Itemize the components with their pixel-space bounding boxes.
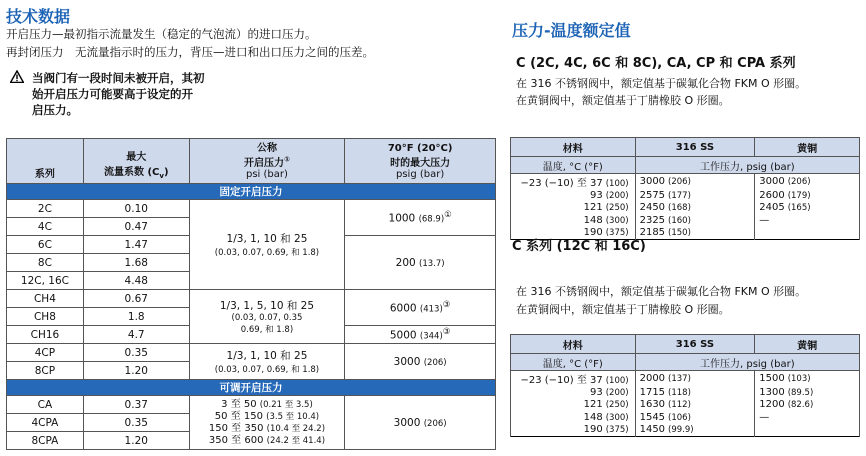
specs-table-header	[7, 139, 496, 184]
ss-cell: 2450 (168)	[635, 202, 755, 215]
brass-cell: 2405 (165)	[755, 202, 860, 215]
maxp-200: 200 (13.7)	[345, 236, 496, 290]
temp-cell: 93 (200)	[511, 386, 636, 399]
brass-cell	[755, 227, 860, 240]
table-row: 12C, 16C 4.48	[7, 272, 496, 290]
table-row: CH4 0.67 1/3, 1, 5, 10 和 25 (0.03, 0.07, 0.35 0.69, 和 1.8) 6000 (413)③	[7, 290, 496, 308]
brass-cell: 1300 (89.5)	[755, 386, 860, 399]
brass-cell: 2600 (179)	[755, 189, 860, 202]
series1-note-ss: 在 316 不锈钢阀中，额定值基于碳氟化合物 FKM O 形圈。	[516, 77, 807, 90]
series2-note-brass: 在黄铜阀中，额定值基于丁腈橡胶 O 形圈。	[516, 303, 730, 316]
ss-cell: 2185 (150)	[635, 227, 755, 240]
table-row	[511, 424, 860, 437]
col-material: 材料	[511, 335, 636, 354]
col-working-pressure: 工作压力, psig (bar)	[635, 157, 859, 174]
table-row	[511, 189, 860, 202]
ss-cell: 1630 (112)	[635, 399, 755, 412]
col-brass: 黄铜	[755, 335, 860, 354]
maxp-3000-cp: 3000 (206)	[345, 344, 496, 380]
temp-cell: −23 (−10) 至 37 (100)	[511, 371, 636, 387]
col-material: 材料	[511, 138, 636, 157]
series-12c-16c-heading: C 系列 (12C 和 16C)	[512, 239, 646, 254]
ss-cell: 2325 (160)	[635, 214, 755, 227]
table-row	[511, 214, 860, 227]
series-c-ca-cp-cpa-heading: C (2C, 4C, 6C 和 8C), CA, CP 和 CPA 系列	[516, 56, 796, 71]
series1-note-brass: 在黄铜阀中，额定值基于丁腈橡胶 O 形圈。	[516, 94, 730, 107]
ss-cell: 1545 (106)	[635, 411, 755, 424]
ss-cell: 1715 (118)	[635, 386, 755, 399]
col-working-pressure: 工作压力, psig (bar)	[635, 354, 859, 371]
temp-cell: 190 (375)	[511, 227, 636, 240]
temp-cell: 190 (375)	[511, 424, 636, 437]
table-row	[511, 371, 860, 387]
pt-rating-table-1	[510, 137, 860, 240]
temp-cell: 93 (200)	[511, 189, 636, 202]
brass-cell: 1500 (103)	[755, 371, 860, 387]
table-row	[511, 174, 860, 190]
table-row: 6C 1.47 200 (13.7)	[7, 236, 496, 254]
reseal-pressure-definition: 再封闭压力 无流量指示时的压力，背压—进口和出口压力之间的压差。	[6, 45, 374, 59]
cracking-c-series: 1/3, 1, 10 和 25 (0.03, 0.07, 0.69, 和 1.8)	[189, 200, 345, 290]
warning-line-3: 启压力。	[32, 103, 78, 117]
col-316ss: 316 SS	[635, 138, 755, 157]
tech-data-heading: 技术数据	[6, 7, 71, 26]
ss-cell: 3000 (206)	[635, 174, 755, 190]
col-series: 系列	[7, 139, 84, 184]
temp-cell: −23 (−10) 至 37 (100)	[511, 174, 636, 190]
warning-line-2: 始开启压力可能要高于设定的开	[32, 87, 193, 101]
table-row	[511, 202, 860, 215]
table-row: 8C 1.68	[7, 254, 496, 272]
ss-cell: 2575 (177)	[635, 189, 755, 202]
table-row: CH8 1.8	[7, 308, 496, 326]
brass-cell: —	[755, 214, 860, 227]
cracking-cp-series: 1/3, 1, 10 和 25 (0.03, 0.07, 0.69, 和 1.8)	[189, 344, 345, 380]
specs-table	[6, 138, 496, 450]
brass-cell: 1200 (82.6)	[755, 399, 860, 412]
pressure-temp-heading: 压力-温度额定值	[512, 21, 631, 40]
table-row: 2C 0.10 1/3, 1, 10 和 25 (0.03, 0.07, 0.69, 和 1.8) 1000 (68.9)①	[7, 200, 496, 218]
table-row: 4CPA 0.35	[7, 414, 496, 432]
series2-note-ss: 在 316 不锈钢阀中，额定值基于碳氟化合物 FKM O 形圈。	[516, 285, 807, 298]
col-max-pressure: 70°F (20°C) 时的最大压力 psig (bar)	[345, 139, 496, 184]
maxp-1000: 1000 (68.9)①	[345, 200, 496, 236]
warning-line-1: 当阀门有一段时间未被开启，其初	[32, 71, 205, 85]
band-adjustable-cracking: 可调开启压力	[7, 380, 496, 396]
table-row: 4CP 0.35 1/3, 1, 10 和 25 (0.03, 0.07, 0.69, 和 1.8) 3000 (206)	[7, 344, 496, 362]
cracking-adjustable-ranges: 3 至 50 (0.21 至 3.5) 50 至 150 (3.5 至 10.4) 150 至 350 (10.4 至 24.2) 350 至 600 (24.2 至 41.4)	[189, 396, 345, 450]
table-row: CH16 4.7 5000 (344)③	[7, 326, 496, 344]
temp-cell: 121 (250)	[511, 202, 636, 215]
col-temperature: 温度, °C (°F)	[511, 157, 636, 174]
table-row: 8CP 1.20	[7, 362, 496, 380]
table-row	[511, 399, 860, 412]
temp-cell: 148 (300)	[511, 214, 636, 227]
col-temperature: 温度, °C (°F)	[511, 354, 636, 371]
maxp-3000-adjustable: 3000 (206)	[345, 396, 496, 450]
temp-cell: 148 (300)	[511, 411, 636, 424]
maxp-5000: 5000 (344)③	[345, 326, 496, 344]
cracking-pressure-definition: 开启压力—最初指示流量发生（稳定的气泡流）的进口压力。	[6, 27, 317, 41]
band-fixed-cracking: 固定开启压力	[7, 184, 496, 200]
col-cracking-pressure: 公称 开启压力① psi (bar)	[189, 139, 345, 184]
table-row	[511, 411, 860, 424]
col-316ss: 316 SS	[635, 335, 755, 354]
table-row	[511, 386, 860, 399]
warning-icon	[10, 70, 24, 83]
table-row: 8CPA 1.20	[7, 432, 496, 450]
ss-cell: 2000 (137)	[635, 371, 755, 387]
brass-cell: 3000 (206)	[755, 174, 860, 190]
brass-cell: —	[755, 411, 860, 424]
ss-cell: 1450 (99.9)	[635, 424, 755, 437]
col-brass: 黄铜	[755, 138, 860, 157]
table-row: 4C 0.47	[7, 218, 496, 236]
temp-cell: 121 (250)	[511, 399, 636, 412]
brass-cell	[755, 424, 860, 437]
col-flow-coefficient: 最大 流量系数 $(C_v)$	[83, 139, 189, 184]
maxp-6000: 6000 (413)③	[345, 290, 496, 326]
table-row: CA 0.37 3 至 50 (0.21 至 3.5) 50 至 150 (3.5 至 10.4) 150 至 350 (10.4 至 24.2) 350 至 600 (24.2 至 41.4) 3000 (206)	[7, 396, 496, 414]
pt-rating-table-2	[510, 334, 860, 437]
cracking-ch-series: 1/3, 1, 5, 10 和 25 (0.03, 0.07, 0.35 0.69, 和 1.8)	[189, 290, 345, 344]
